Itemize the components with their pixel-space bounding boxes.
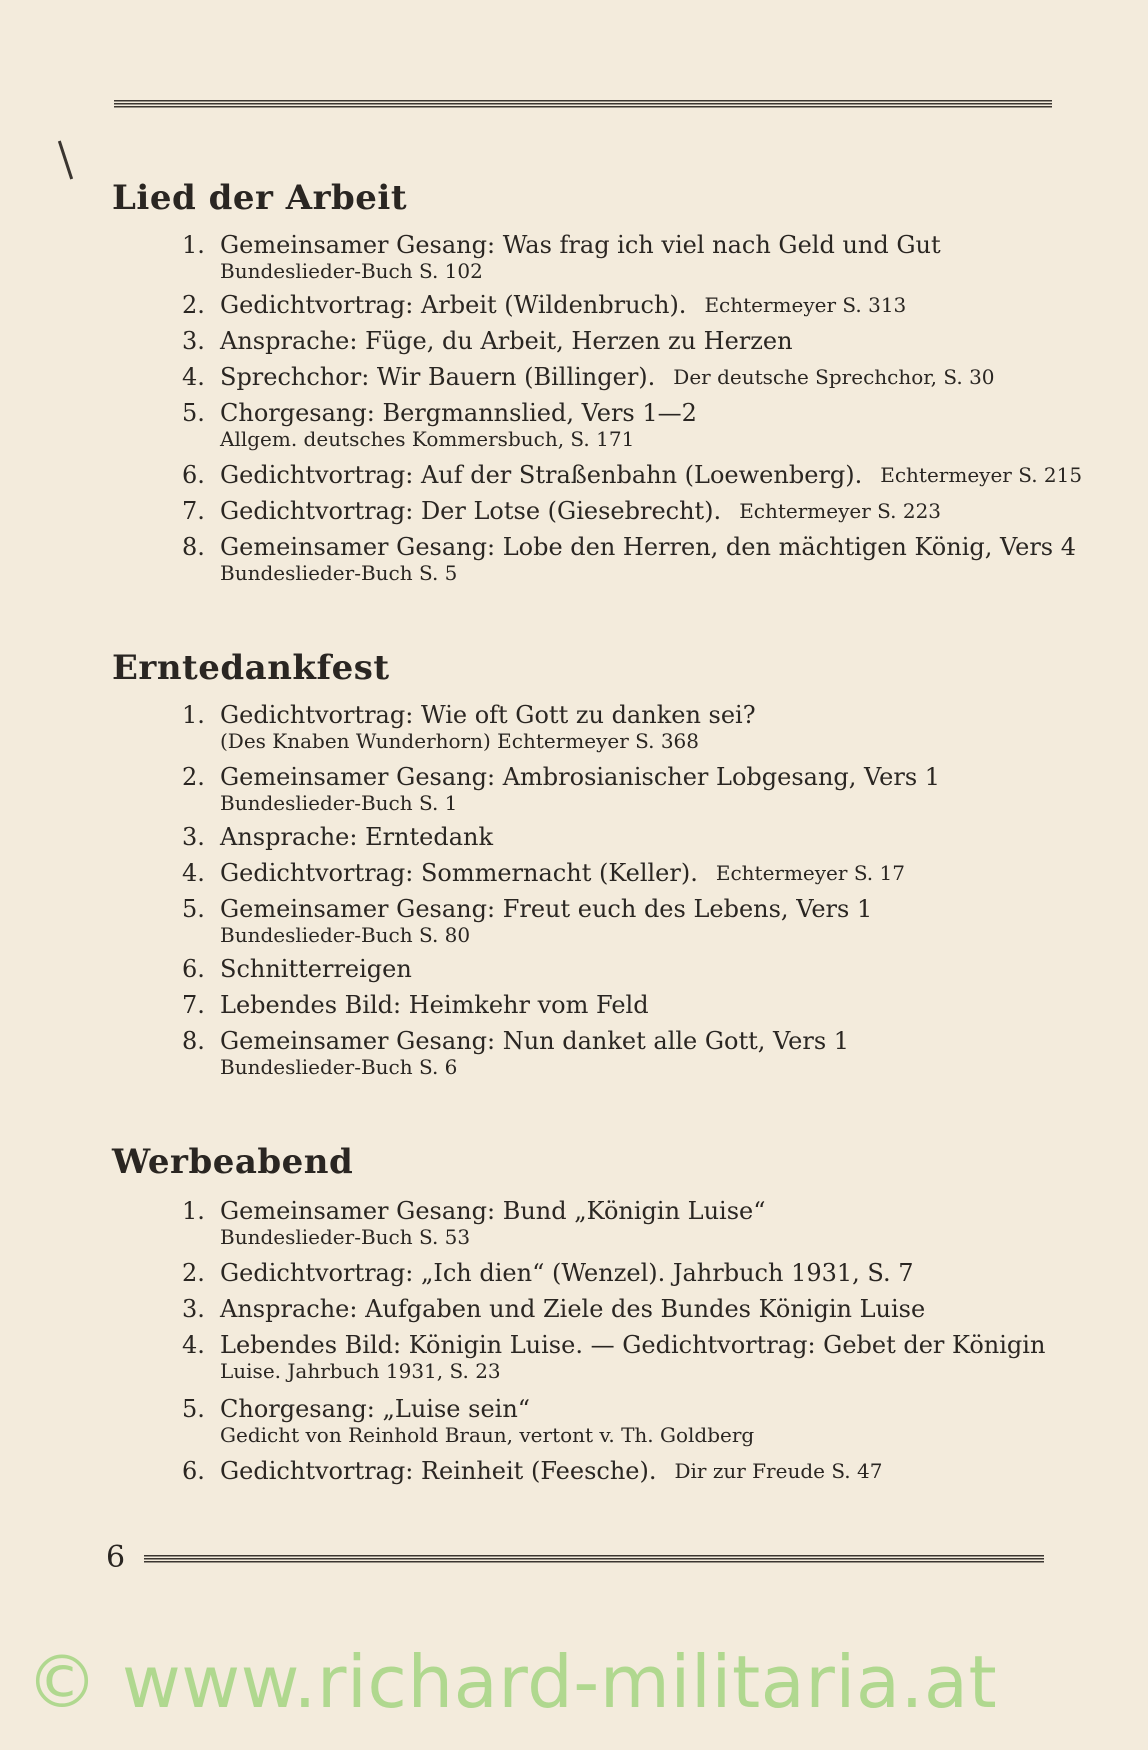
item-text: Gedichtvortrag: Wie oft Gott zu danken sei?	[220, 701, 756, 729]
list-item	[182, 1394, 1062, 1446]
top-rule	[114, 100, 1052, 109]
item-text: Lebendes Bild: Königin Luise. — Gedichtvortrag: Gebet der Königin	[220, 1331, 1046, 1359]
item-number: 1.	[182, 1197, 205, 1225]
list-item	[182, 326, 1062, 356]
list-item	[182, 362, 1062, 392]
list-item	[182, 230, 1062, 282]
item-number: 1.	[182, 231, 205, 259]
pencil-mark	[58, 141, 73, 180]
page-number: 6	[106, 1540, 126, 1575]
item-text: Gemeinsamer Gesang: Was frag ich viel nach Geld und Gut	[220, 231, 941, 259]
item-text: Gedichtvortrag: Auf der Straßenbahn (Loewenberg).	[220, 461, 863, 489]
bottom-rule	[144, 1555, 1044, 1564]
item-source: Bundeslieder-Buch S. 53	[220, 1225, 471, 1249]
item-number: 1.	[182, 701, 205, 729]
list-item	[182, 532, 1077, 585]
item-source: Der deutsche Sprechchor, S. 30	[673, 365, 995, 389]
item-number: 6.	[182, 1457, 205, 1485]
list-item	[182, 762, 1062, 814]
list-item	[182, 990, 1062, 1020]
list-item	[182, 290, 1062, 320]
list-item	[182, 1456, 1062, 1486]
list-item	[182, 1196, 1062, 1248]
item-text: Gemeinsamer Gesang: Ambrosianischer Lobgesang, Vers 1	[220, 763, 941, 791]
item-number: 2.	[182, 763, 205, 791]
list-item	[182, 822, 1062, 852]
item-text: Gedichtvortrag: „Ich dien“ (Wenzel). Jahrbuch 1931, S. 7	[220, 1259, 914, 1287]
list-item	[182, 1294, 1062, 1324]
watermark: © www.richard-militaria.at	[26, 1640, 998, 1724]
item-text: Lebendes Bild: Heimkehr vom Feld	[220, 991, 649, 1019]
item-text: Schnitterreigen	[220, 955, 412, 983]
item-source: Luise. Jahrbuch 1931, S. 23	[220, 1359, 501, 1383]
item-source: Bundeslieder-Buch S. 6	[220, 1055, 458, 1079]
item-number: 3.	[182, 823, 205, 851]
item-number: 6.	[182, 461, 205, 489]
item-source: Allgem. deutsches Kommersbuch, S. 171	[220, 427, 635, 451]
list-item	[182, 700, 1062, 752]
item-number: 6.	[182, 955, 205, 983]
item-text: Chorgesang: „Luise sein“	[220, 1395, 531, 1423]
item-number: 7.	[182, 991, 205, 1019]
item-number: 8.	[182, 1027, 205, 1055]
list-item	[182, 1258, 1062, 1288]
item-number: 4.	[182, 363, 205, 391]
item-number: 4.	[182, 1331, 205, 1359]
item-source: Echtermeyer S. 313	[704, 293, 907, 317]
item-source: Gedicht von Reinhold Braun, vertont v. Th. Goldberg	[220, 1423, 755, 1447]
list-item	[182, 894, 1062, 946]
item-source: Echtermeyer S. 17	[715, 861, 905, 885]
section-title-lied-der-arbeit: Lied der Arbeit	[112, 178, 408, 218]
item-number: 7.	[182, 497, 205, 525]
list-item	[182, 496, 1062, 526]
item-number: 2.	[182, 291, 205, 319]
item-text: Gedichtvortrag: Arbeit (Wildenbruch).	[220, 291, 687, 319]
item-number: 5.	[182, 895, 205, 923]
item-source: Echtermeyer S. 223	[739, 499, 942, 523]
list-item	[182, 1026, 1062, 1078]
item-text: Chorgesang: Bergmannslied, Vers 1—2	[220, 399, 697, 427]
item-text: Gemeinsamer Gesang: Nun danket alle Gott, Vers 1	[220, 1027, 850, 1055]
item-source: Echtermeyer S. 215	[880, 463, 1083, 487]
item-text: Ansprache: Aufgaben und Ziele des Bundes Königin Luise	[220, 1295, 926, 1323]
item-number: 3.	[182, 1295, 205, 1323]
item-text: Gedichtvortrag: Reinheit (Feesche).	[220, 1457, 657, 1485]
item-text: Sprechchor: Wir Bauern (Billinger).	[220, 363, 656, 391]
item-source: Bundeslieder-Buch S. 1	[220, 791, 458, 815]
item-number: 5.	[182, 399, 205, 427]
list-item	[182, 460, 1083, 490]
item-number: 2.	[182, 1259, 205, 1287]
item-text: Gedichtvortrag: Sommernacht (Keller).	[220, 859, 698, 887]
item-number: 5.	[182, 1395, 205, 1423]
item-text: Gemeinsamer Gesang: Freut euch des Lebens, Vers 1	[220, 895, 873, 923]
item-text: Ansprache: Füge, du Arbeit, Herzen zu Herzen	[220, 327, 793, 355]
section-title-erntedankfest: Erntedankfest	[112, 648, 390, 688]
list-item	[182, 1330, 1062, 1382]
item-number: 4.	[182, 859, 205, 887]
list-item	[182, 858, 1062, 888]
list-item	[182, 954, 1062, 984]
item-source: Bundeslieder-Buch S. 80	[220, 923, 471, 947]
item-number: 8.	[182, 533, 205, 561]
item-source: Bundeslieder-Buch S. 5	[220, 561, 458, 585]
item-source: (Des Knaben Wunderhorn) Echtermeyer S. 368	[220, 729, 699, 753]
list-item	[182, 398, 1062, 450]
item-number: 3.	[182, 327, 205, 355]
item-text: Gedichtvortrag: Der Lotse (Giesebrecht).	[220, 497, 722, 525]
section-title-werbeabend: Werbeabend	[112, 1142, 354, 1182]
item-text: Ansprache: Erntedank	[220, 823, 494, 851]
item-source: Bundeslieder-Buch S. 102	[220, 259, 483, 283]
item-source: Dir zur Freude S. 47	[674, 1459, 883, 1483]
item-text: Gemeinsamer Gesang: Bund „Königin Luise“	[220, 1197, 766, 1225]
item-text: Gemeinsamer Gesang: Lobe den Herren, den mächtigen König, Vers 4	[220, 533, 1077, 561]
